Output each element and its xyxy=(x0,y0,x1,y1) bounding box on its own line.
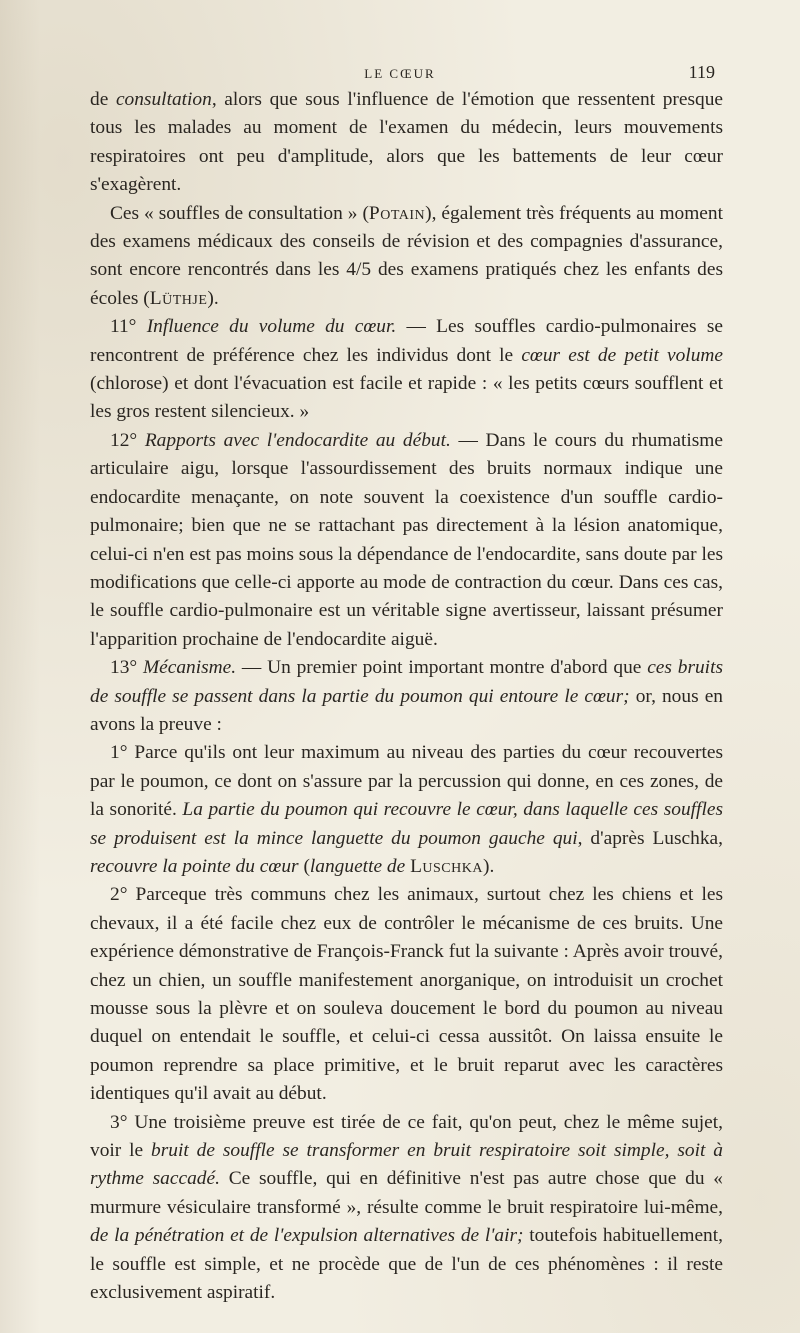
paragraph-preuve-1 xyxy=(90,739,723,881)
text-run: Ces « souffles de consultation » ( xyxy=(110,202,369,224)
text-run: — Un premier point important montre d'abord que xyxy=(236,657,648,679)
text-run: 3° Une troisième preuve est tirée de ce fait, qu'on peut, chez le même sujet, voir le xyxy=(90,1111,723,1162)
page-number: 119 xyxy=(688,62,715,82)
text-run: , alors que sous l'influence de l'émotion que ressentent presque tous les malades au moment de l'examen du médecin, leurs mouvements respiratoires ont peu d'amplitude, alors que les battements de leur cœur s'exagèrent. xyxy=(90,89,724,196)
text-run: 11° xyxy=(110,316,147,338)
text-run: — Dans le cours du rhumatisme articulaire aigu, lorsque l'assourdissement des bruits normaux indique une endocardite menaçante, on note souvent la coexistence d'un souffle cardio-pulmonaire; bien que ne se rattachant pas directement à la lésion anatomique, celui-ci n'en est pas moins sous la dépendance de l'endocardite, sans doute par les modifications que celle-ci apporte au mode de contraction du cœur. Dans ces cas, le souffle cardio-pulmonaire est un véritable signe avertisseur, laissant présumer l'apparition prochaine de l'endocardite aiguë. xyxy=(90,429,723,650)
text-run: toutefois habituellement, le souffle est simple, et ne procède que de l'un de ces phénomènes : il reste exclusivement aspiratif. xyxy=(90,1225,723,1304)
italic-run: languette de xyxy=(309,855,411,877)
author-name: Luschka xyxy=(410,855,483,877)
italic-run: La partie du poumon qui recouvre le cœur, dans laquelle ces souffles se produisent est la mince languette du poumon gauche qui xyxy=(90,799,723,849)
text-run: — Les souffles cardio-pulmonaires se rencontrent de préférence chez les individus dont le xyxy=(90,316,723,366)
text-run: Ce souffle, qui en définitive n'est pas autre chose que du « murmure vésiculaire transformé », résulte comme le bruit respiratoire lui-même, xyxy=(90,1168,723,1218)
running-head xyxy=(0,58,800,88)
text-run: ( xyxy=(298,855,310,877)
text-run: or, nous en avons la preuve : xyxy=(90,685,723,735)
paragraph-influence-volume xyxy=(90,313,723,427)
text-run: , d'après Luschka, xyxy=(577,827,724,849)
italic-run: recouvre la pointe du cœur xyxy=(90,855,299,877)
paragraph-mecanisme xyxy=(90,654,723,739)
author-name: Lüthje xyxy=(149,287,208,309)
text-run: ). xyxy=(482,855,495,877)
italic-run: Mécanisme. xyxy=(142,657,237,679)
paragraph-preuve-3 xyxy=(90,1109,723,1308)
text-run: 2° Parceque très communs chez les animaux, surtout chez les chiens et les chevaux, il a été facile chez eux de contrôler le mécanisme de ces bruits. Une expérience démonstrative de François-Franck fut la suivante : Après avoir trouvé, chez un chien, un souffle manifestement anorganique, on introduisit un crochet mousse sous la plèvre et on souleva doucement le bord du poumon au niveau duquel on entendait le souffle, et celui-ci cessa aussitôt. On laissa ensuite le poumon reprendre sa place primitive, et le bruit reparut avec les caractères identiques qu'il avait au début. xyxy=(90,884,723,1105)
text-run: 13° xyxy=(110,657,143,679)
text-run: ). xyxy=(207,287,219,309)
text-run: (chlorose) et dont l'évacuation est facile et rapide : « les petits cœurs soufflent et les gros restent silencieux. » xyxy=(90,373,723,423)
text-run: 1° Parce qu'ils ont leur maximum au niveau des parties du cœur recouvertes par le poumon, ce dont on s'assure par la percussion qui donne, en ces zones, de la sonorité. xyxy=(90,742,723,821)
paragraph-preuve-2 xyxy=(90,881,723,1108)
text-run: ), également très fréquents au moment des examens médicaux des conseils de révision et des compagnies d'assurance, sont encore rencontrés dans les 4/5 des examens pratiqués chez les enfants des écoles ( xyxy=(90,202,723,309)
italic-run: Rapports avec l'endocardite au début. xyxy=(144,429,451,451)
paragraph-continuation xyxy=(90,86,723,200)
body-text xyxy=(90,86,723,1307)
paragraph-consultation-souffles xyxy=(90,200,723,314)
italic-run: ces bruits de souffle se passent dans la partie du poumon qui entoure le cœur; xyxy=(90,657,724,707)
italic-run: cœur est de petit volume xyxy=(521,344,723,366)
paragraph-rapports-endocardite xyxy=(90,427,723,654)
author-name: Potain xyxy=(368,202,426,224)
text-run: 12° xyxy=(110,429,145,451)
italic-run: bruit de souffle se transformer en bruit respiratoire soit simple, soit à rythme saccadé. xyxy=(90,1140,723,1190)
italic-run: Influence du volume du cœur. xyxy=(146,316,397,338)
running-title: LE CŒUR xyxy=(364,66,436,81)
text-run: de xyxy=(90,89,116,110)
italic-run: de la pénétration et de l'expulsion alternatives de l'air; xyxy=(90,1225,524,1247)
italic-run: consultation xyxy=(115,89,212,110)
